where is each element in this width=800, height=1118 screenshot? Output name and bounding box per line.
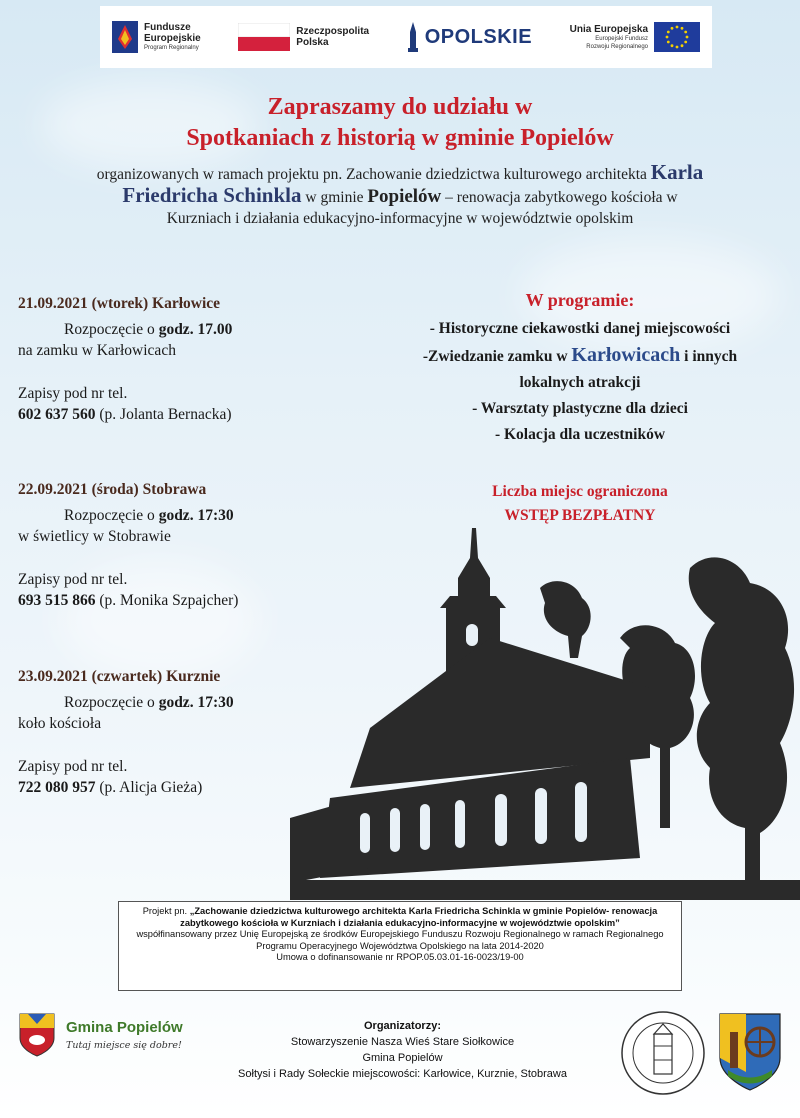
event-place: na zamku w Karłowicach: [18, 342, 176, 359]
event-place: koło kościoła: [18, 715, 102, 732]
project-name: Projekt pn. „Zachowanie dziedzictwa kulturowego architekta Karla Friedricha Schinkla w gminie Popielów- renowacja zabytkowego kościoła w Kurzniach i działania edukacyjno-informacyjne w województwie opolskim”: [142, 906, 658, 928]
event-phone: 722 080 957 (p. Alicja Gieża): [18, 779, 203, 796]
fundusze-europejskie-logo: [112, 21, 201, 53]
organizer: Gmina Popielów: [362, 1052, 443, 1064]
event-phone-label: Zapisy pod nr tel.: [18, 758, 128, 775]
program-item: - Historyczne ciekawostki danej miejscowości: [429, 320, 731, 337]
gmina-coat-of-arms-icon: [18, 1012, 56, 1058]
program-heading: W programie:: [525, 290, 635, 310]
event-karlowice: [18, 293, 308, 425]
organizer: Stowarzyszenie Nasza Wieś Stare Siołkowice: [290, 1036, 515, 1048]
ue-text: Unia Europejska Europejski Fundusz Rozwoju Regionalnego: [569, 23, 648, 50]
event-place: w świetlicy w Stobrawie: [18, 528, 171, 545]
intro-text: w gminie: [301, 189, 368, 206]
event-start: Rozpoczęcie o godz. 17:30: [64, 507, 234, 524]
gmina-name: Gmina Popielów: [66, 1019, 183, 1036]
organizer: Sołtysi i Rady Sołeckie miejscowości: Karłowice, Kurznie, Stobrawa: [238, 1068, 567, 1080]
intro-text: – renowacja zabytkowego kościoła w Kurzniach i działania edukacyjno-informacyjne w województwie opolskim: [166, 189, 678, 227]
event-date: 21.09.2021 (wtorek) Karłowice: [18, 295, 221, 312]
intro-gmina-name: Popielów: [367, 186, 442, 207]
event-phone: 693 515 866 (p. Monika Szpajcher): [18, 592, 239, 609]
title-line-2: Spotkaniach z historią w gminie Popielów: [186, 125, 614, 151]
gmina-popielow-logo: [18, 1012, 183, 1058]
project-agreement: Umowa o dofinansowanie nr RPOP.05.03.01-16-0023/19-00: [276, 952, 524, 962]
program-item: -Zwiedzanie zamku w Karłowicach i innych: [422, 344, 738, 366]
organizers-heading: Organizatorzy:: [363, 1020, 441, 1032]
intro-text: organizowanych w ramach projektu pn. Zachowanie dziedzictwa kulturowego architekta: [96, 166, 651, 183]
project-funding: współfinansowany przez Unię Europejską ze środków Europejskiego Funduszu Rozwoju Regionalnego w ramach Regionalnego Programu Operacyjnego Województwa Opolskiego na lata 2014-2020: [136, 929, 664, 951]
event-stobrawa: [18, 479, 308, 611]
polish-flag-icon: [238, 23, 290, 51]
project-info-box: [118, 901, 682, 991]
event-phone-label: Zapisy pod nr tel.: [18, 571, 128, 588]
event-phone: 602 637 560 (p. Jolanta Bernacka): [18, 406, 232, 423]
program-item: - Kolacja dla uczestników: [494, 426, 666, 443]
opolskie-logo: [407, 22, 532, 52]
program-item: - Warsztaty plastyczne dla dzieci: [472, 400, 688, 417]
eu-flag-icon: [654, 22, 700, 52]
intro-architect-name: Karla Friedricha Schinkla: [122, 160, 704, 207]
title-line-1: Zapraszamy do udziału w: [267, 94, 533, 120]
opolskie-text: OPOLSKIE: [424, 25, 533, 48]
intro-paragraph: [90, 162, 710, 229]
free-entry-note: WSTĘP BEZPŁATNY: [504, 507, 656, 524]
logo-bar: [100, 6, 712, 68]
event-phone-label: Zapisy pod nr tel.: [18, 385, 128, 402]
village-coat-of-arms-icon: [718, 1012, 782, 1092]
event-date: 22.09.2021 (środa) Stobrawa: [18, 481, 207, 498]
event-start: Rozpoczęcie o godz. 17.00: [64, 321, 233, 338]
fe-text: Fundusze Europejskie Program Regionalny: [144, 22, 201, 51]
unia-europejska-logo: [570, 22, 700, 52]
rp-text: Rzeczpospolita Polska: [296, 26, 370, 48]
event-kurznie: [18, 666, 308, 798]
event-date: 23.09.2021 (czwartek) Kurznie: [18, 668, 221, 685]
limited-places-note: Liczba miejsc ograniczona: [492, 483, 668, 500]
church-silhouette-illustration: [290, 528, 800, 900]
gmina-slogan: Tutaj miejsce się dobre!: [66, 1040, 182, 1051]
program-item-continued: lokalnych atrakcji: [519, 374, 641, 391]
program-section: [380, 288, 780, 448]
event-start: Rozpoczęcie o godz. 17:30: [64, 694, 234, 711]
rzeczpospolita-polska-logo: [238, 23, 369, 51]
schinkel-seal-icon: [620, 1010, 706, 1096]
fe-star-icon: [112, 21, 138, 53]
opolskie-tower-icon: [407, 22, 419, 52]
organizers-section: [210, 1018, 595, 1082]
